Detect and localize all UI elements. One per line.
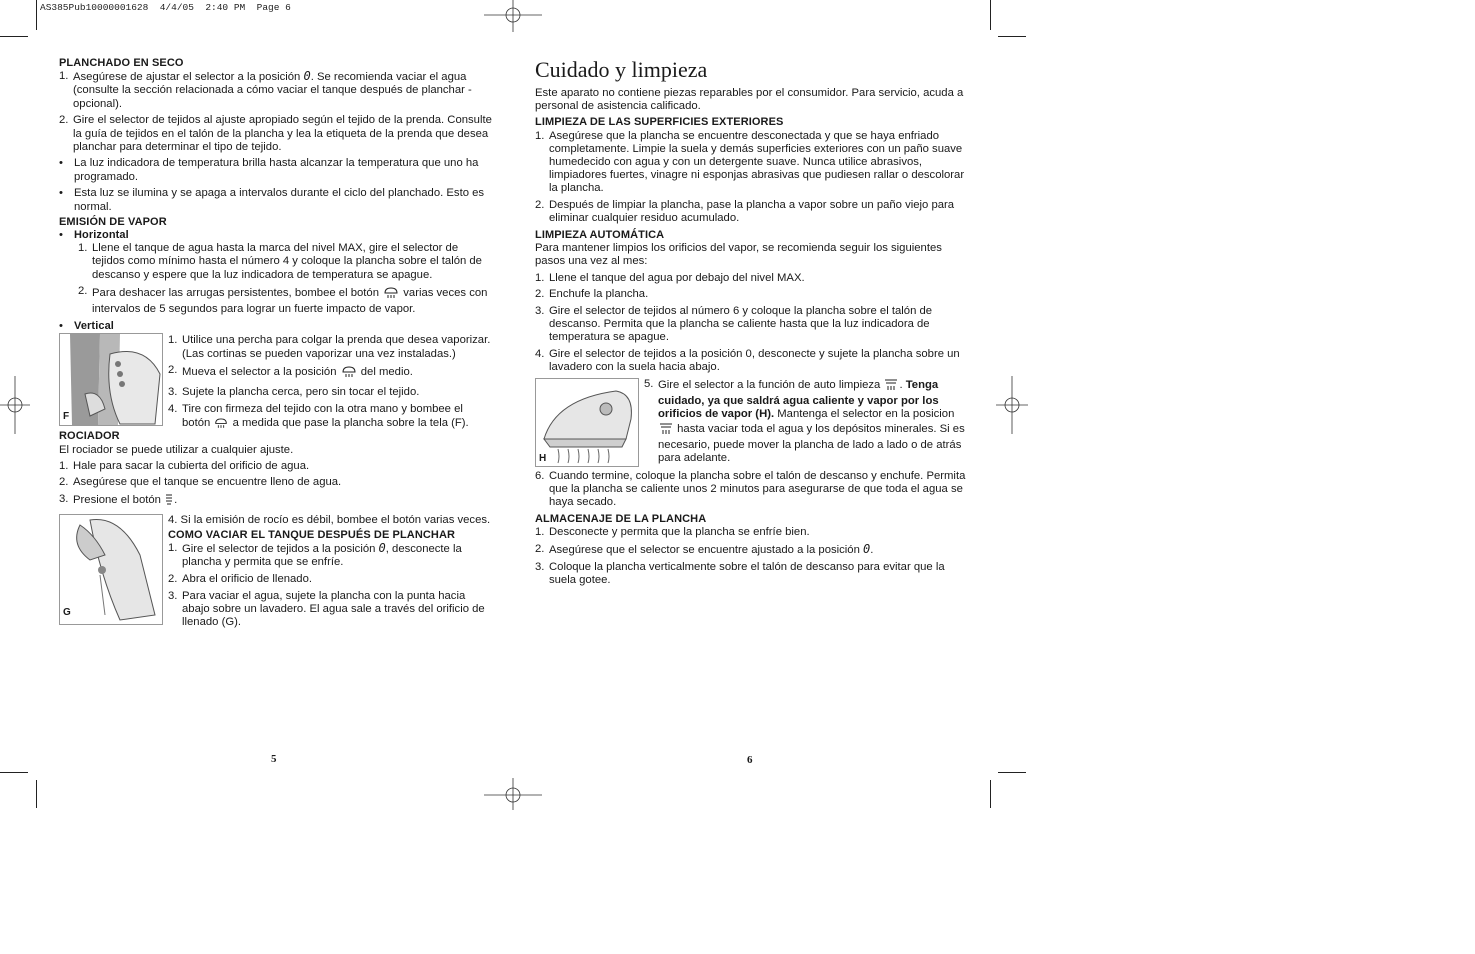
list-item	[168, 542, 493, 569]
item-text: Gire el selector de tejidos a la posición 0, desconecte la plancha y permita que se enfríe.	[182, 541, 462, 569]
item-number: 3.	[168, 385, 178, 398]
list-item	[59, 476, 493, 489]
item-number: 1.	[535, 526, 545, 539]
item-text: Gire el selector de tejidos a la posición 0, desconecte y sujete la plancha sobre un lavadero con la suela hacia abajo.	[549, 348, 960, 374]
figure-label: H	[539, 453, 547, 465]
print-slug: AS385Pub10000001628 4/4/05 2:40 PM Page 6	[40, 2, 291, 13]
item-text: Después de limpiar la plancha, pase la plancha a vapor sobre un paño viejo para eliminar cualquier residuo acumulado.	[549, 199, 955, 225]
item-text: Coloque la plancha verticalmente sobre el talón de descanso para evitar que la suela gotee.	[549, 560, 945, 586]
dial-position: 0	[863, 542, 871, 557]
item-number: 3.	[535, 305, 545, 318]
item-number: 1.	[168, 542, 178, 555]
subheading: Vertical	[74, 320, 114, 333]
item-number: 3.	[535, 560, 545, 573]
item-text: Hale para sacar la cubierta del orificio de agua.	[73, 459, 310, 472]
item-text: La luz indicadora de temperatura brilla hasta alcanzar la temperatura que uno ha programado.	[74, 157, 479, 183]
item-text: Para vaciar el agua, sujete la plancha con la punta hacia abajo sobre un lavadero. El agua sale a través del orificio de llenado (G).	[182, 589, 485, 629]
item-text: Mueva el selector a la posición del medio.	[182, 364, 493, 382]
bullet-icon: •	[59, 320, 63, 333]
steam-burst-icon	[213, 416, 229, 433]
self-clean-icon	[883, 378, 899, 395]
section-heading: COMO VACIAR EL TANQUE DESPUÉS DE PLANCHAR	[168, 529, 456, 542]
item-number: 1.	[535, 129, 545, 142]
list-item	[535, 526, 967, 539]
crop-mark	[990, 780, 991, 808]
item-text: Para deshacer las arrugas persistentes, bombee el botón varias veces con intervalos de 5 segundos para lograr un fuerte impacto de vapor.	[92, 287, 488, 316]
item-number: 2.	[535, 543, 545, 556]
section-heading: ALMACENAJE DE LA PLANCHA	[535, 513, 707, 526]
page-title: Cuidado y limpieza	[535, 57, 708, 82]
self-clean-section	[535, 378, 967, 470]
figure-g-emptying-tank	[59, 514, 163, 625]
item-text: Asegúrese de ajustar el selector a la posición 0. Se recomienda vaciar el agua (consulte la sección relacionada a cómo vaciar el tanque después de planchar - opcional).	[73, 69, 472, 110]
crop-mark	[998, 36, 1026, 37]
item-text: Esta luz se ilumina y se apaga a intervalos durante el ciclo del planchado. Esto es normal.	[74, 187, 485, 213]
list-item	[78, 285, 493, 316]
crop-mark	[990, 0, 991, 30]
list-item	[59, 493, 493, 510]
item-text: Sujete la plancha cerca, pero sin tocar el tejido.	[182, 385, 420, 398]
item-number: 2.	[78, 285, 88, 298]
vertical-steam-section	[59, 333, 493, 429]
paragraph: Este aparato no contiene piezas reparables por el consumidor. Para servicio, acuda a personal de asistencia calificado.	[535, 87, 964, 113]
figure-label: F	[63, 411, 70, 423]
list-item	[644, 378, 967, 465]
list-item	[535, 543, 967, 557]
left-page	[59, 57, 493, 646]
item-text: Asegúrese que el selector se encuentre ajustado a la posición 0.	[549, 542, 874, 557]
paragraph: El rociador se puede utilizar a cualquier ajuste.	[59, 443, 294, 456]
list-item	[168, 334, 493, 360]
item-text: Llene el tanque del agua por debajo del nivel MAX.	[549, 271, 805, 284]
bullet-icon: •	[59, 228, 63, 241]
item-text: Tire con firmeza del tejido con la otra mano y bombee el botón a medida que pase la plancha sobre la tela (F).	[182, 403, 493, 433]
registration-mark	[0, 376, 30, 434]
registration-mark	[996, 376, 1028, 434]
item-number: 3.	[59, 493, 69, 506]
item-number: 1.	[168, 334, 178, 347]
item-number: 1.	[78, 242, 88, 255]
list-item	[535, 130, 967, 196]
item-text: Enchufe la plancha.	[549, 288, 649, 301]
item-number: 5.	[644, 378, 654, 391]
list-item	[535, 305, 967, 345]
list-item	[168, 386, 493, 399]
item-number: 1.	[535, 271, 545, 284]
list-item	[535, 272, 967, 285]
item-number: 4.	[168, 402, 178, 415]
bullet-item	[59, 320, 493, 333]
crop-mark	[36, 0, 37, 30]
self-clean-icon	[658, 422, 674, 439]
list-item	[59, 114, 493, 154]
list-item	[168, 364, 493, 382]
list-item	[168, 573, 493, 586]
item-text: Gire el selector de tejidos al número 6 y coloque la plancha sobre el talón de descanso. Permita que la plancha se caliente hasta que la luz indicadora de temperatura se apague.	[549, 305, 933, 344]
paragraph: 4. Si la emisión de rocío es débil, bombee el botón varias veces.	[168, 513, 491, 526]
item-number: 2.	[168, 364, 178, 377]
item-number: 6.	[535, 470, 545, 483]
list-item	[59, 70, 493, 111]
list-item	[168, 403, 493, 433]
item-text: Presione el botón .	[73, 493, 493, 510]
section-heading: PLANCHADO EN SECO	[59, 57, 184, 69]
list-item	[535, 561, 967, 587]
item-text: Llene el tanque de agua hasta la marca del nivel MAX, gire el selector de tejidos como mínimo hasta el número 4 y coloque la plancha sobre el talón de descanso y espere que la luz indicadora de temperatura se apague.	[92, 242, 482, 281]
bullet-item	[59, 229, 493, 242]
item-number: 1.	[59, 459, 69, 472]
steam-burst-icon	[340, 364, 358, 382]
list-item	[535, 470, 967, 510]
item-text: Cuando termine, coloque la plancha sobre el talón de descanso y enchufe. Permita que la plancha se caliente unos 2 minutos para asegurarse de que toda el agua se haya secado.	[549, 470, 966, 509]
right-page	[535, 57, 967, 591]
steam-burst-icon	[382, 285, 400, 303]
list-item	[78, 242, 493, 282]
item-text: Abra el orificio de llenado.	[182, 573, 312, 586]
item-number: 4.	[535, 348, 545, 361]
page-number: 6	[747, 754, 753, 766]
item-number: 3.	[168, 589, 178, 602]
list-item	[168, 590, 493, 630]
item-number: 1.	[59, 70, 69, 83]
bullet-icon: •	[59, 187, 63, 200]
registration-mark	[484, 0, 542, 36]
section-heading: LIMPIEZA AUTOMÁTICA	[535, 229, 665, 242]
list-item	[535, 199, 967, 225]
item-text: Utilice una percha para colgar la prenda que desea vaporizar. (Las cortinas se pueden vaporizar una vez instaladas.)	[182, 334, 491, 360]
item-text: Gire el selector a la función de auto limpieza . Tenga cuidado, ya que saldrá agua caliente y vapor por los orificios de vapor (H). Mantenga el selector en la posicion hasta vaciar toda el agua y los depósitos minerales. Si es necesario, puede mover la plancha de lado a lado o de atrás para adelante.	[658, 379, 965, 465]
item-number: 2.	[59, 476, 69, 489]
dial-position: 0	[378, 541, 386, 556]
section-heading: EMISIÓN DE VAPOR	[59, 215, 167, 228]
item-text: Gire el selector de tejidos al ajuste apropiado según el tejido de la prenda. Consulte la guía de tejidos en el talón de la plancha y lea la etiqueta de la prenda que desea planchar para determinar el tipo de tejido.	[73, 114, 492, 153]
list-item	[59, 460, 493, 473]
figure-f-vertical-steaming	[59, 333, 163, 426]
item-number: 2.	[535, 288, 545, 301]
crop-mark	[0, 36, 28, 37]
list-item	[535, 348, 967, 374]
crop-mark	[36, 780, 37, 808]
item-text: Desconecte y permita que la plancha se enfríe bien.	[549, 526, 810, 539]
item-number: 2.	[59, 114, 69, 127]
section-heading: LIMPIEZA DE LAS SUPERFICIES EXTERIORES	[535, 116, 784, 129]
bullet-icon: •	[59, 157, 63, 170]
figure-label: G	[63, 606, 71, 618]
item-text: Asegúrese que la plancha se encuentre desconectada y que se haya enfriado completamente. Limpie la suela y demás superficies exteriores con un paño suave humedecido con agua y con un detergente suave. Nunca utilice abrasivos, limpiadores fuertes, vinagre ni esponjas abrasivas que pudiesen rallar o descolorar la plancha.	[549, 129, 965, 195]
paragraph: Para mantener limpios los orificios del vapor, se recomienda seguir los siguientes pasos una vez al mes:	[535, 242, 942, 268]
crop-mark	[0, 772, 28, 773]
registration-mark	[484, 778, 542, 814]
bullet-item	[59, 157, 493, 183]
section-heading: ROCIADOR	[59, 430, 120, 443]
figure-h-self-cleaning	[535, 378, 639, 467]
subheading: Horizontal	[74, 228, 129, 241]
item-number: 2.	[168, 573, 178, 586]
spray-section	[59, 514, 493, 646]
page-number: 5	[271, 753, 277, 765]
item-text: Asegúrese que el tanque se encuentre lleno de agua.	[73, 476, 342, 489]
item-number: 2.	[535, 199, 545, 212]
dial-position: 0	[303, 69, 311, 84]
spray-icon	[164, 493, 174, 510]
list-item	[535, 288, 967, 301]
bullet-item	[59, 187, 493, 213]
crop-mark	[998, 772, 1026, 773]
